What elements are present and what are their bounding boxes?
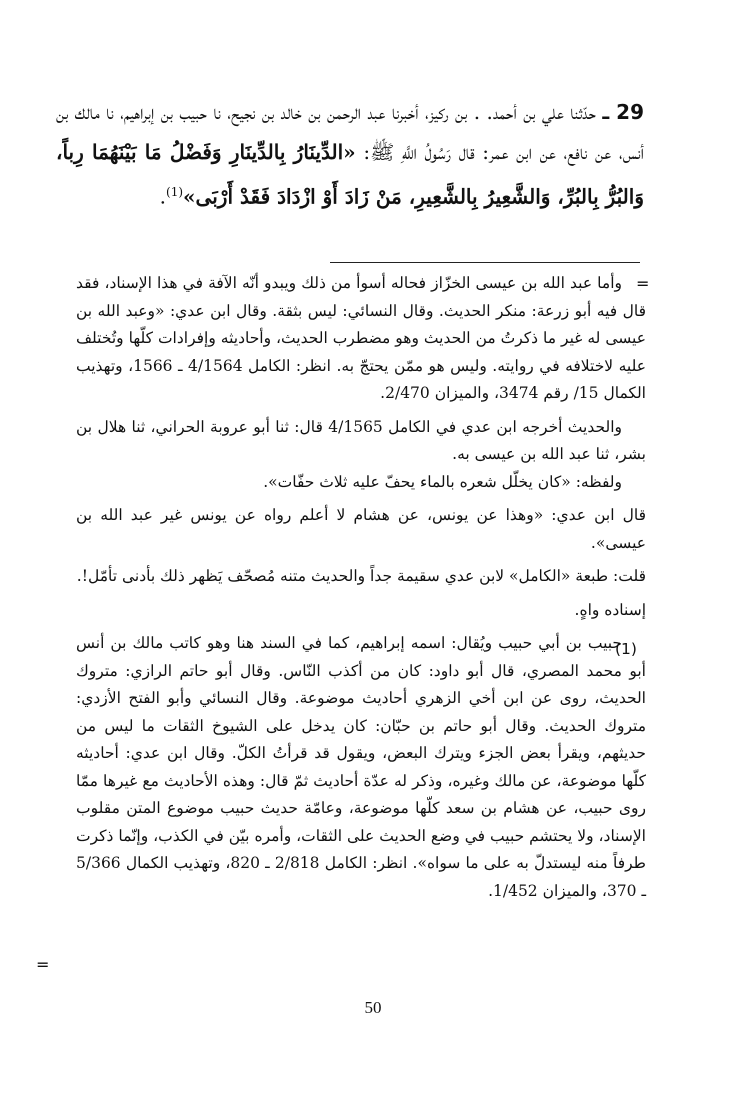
- footnote-separator: [330, 262, 640, 263]
- footnote-body: حبيب بن أبي حبيب ويُقال: اسمه إبراهيم، كما في السند هنا وهو كاتب مالك بن أنس أبو محمد المصري، قال أبو داود: كان من أكذب النّاس. وقال أبو حاتم الرازي: متروك الحديث، روى عن ابن أخي الزهري أحاديث موضوعة. وقال النسائي وأبو الفتح الأزدي: متروك الحديث. وقال أبو حاتم بن حبّان: كان يدخل على الشيوخ الثقات ما ليس من حديثهم، ويقرأ بعض الجزء ويترك البعض، ويقول قد قرأتُ الكلّ. وقال ابن عدي: أحاديثه كلّها موضوعة، عن مالك وغيره، وذكر له عدّة أحاديث ثمّ قال: وهذه الأحاديث مع غيرها ممّا روى حبيب، عن هشام بن سعد كلّها موضوعة، وعامّة حديث حبيب موضوع المتن مقلوب الإسناد، ولا يحتشم حبيب في وضع الحديث على الثقات، وأمره بيّن في الكذب، وإنّما ذكرت طرفاً منه ليستدلّ به على ما سواه». انظر: الكامل 2/818 ـ 820، وتهذيب الكمال 5/366 ـ 370، والميزان 1/452.: [76, 634, 646, 900]
- hadith-isnad: حدّثنا علي بن أحمد. . بن ركيز، أخبرنا عبد الرحمن بن خالد بن نجيح، نا حبيب بن إبراهيم، نا مالك بن أنس، عن نافع، عن ابن عمر: قال رَسُولُ اللَّهِ ﷺ:: [56, 100, 644, 164]
- continuation-mark-top: =: [636, 274, 650, 293]
- note-paragraph: قلت: طبعة «الكامل» لابن عدي سقيمة جداً والحديث متنه مُصحّف يَظهر ذلك بأدنى تأمّل!.: [76, 567, 646, 585]
- hadith-text: [56, 92, 644, 217]
- note-paragraph: ولفظه: «كان يخلّل شعره بالماء يحفّ عليه ثلاث حفّات».: [263, 472, 622, 491]
- footnote-reference: (1): [166, 185, 184, 199]
- footnote-label: (1): [615, 640, 637, 658]
- note-paragraph: والحديث أخرجه ابن عدي في الكامل 4/1565 قال: ثنا أبو عروبة الحراني، ثنا هلال بن بشر، ثنا عبد الله بن عيسى به.: [76, 417, 646, 463]
- footnote-first-line: إسناده واهٍ.: [574, 600, 646, 619]
- hadith-matn: «الدِّينَارُ بِالدِّينَارِ وَفَضْلُ مَا بَيْنَهُمَا رِباً، وَالبُرُّ بِالبُرِّ، وَالشَّعِيرُ بِالشَّعِيرِ، مَنْ زَادَ أَوْ ازْدَادَ فَقَدْ أَرْبَى»: [56, 140, 644, 209]
- hadith-number: 29 ـ: [602, 100, 645, 124]
- footnotes: [56, 270, 646, 905]
- note-paragraph: وأما عبد الله بن عيسى الخزّاز فحاله أسوأ من ذلك ويبدو أنّه الآفة في هذا الإسناد، فقد قال فيه أبو زرعة: منكر الحديث. وقال النسائي: ليس بثقة. وقال ابن عدي: «وعبد الله بن عيسى له غير ما ذكرتُ من الحديث وهو مضطرب الحديث، وأحاديثه وإفرادات كلّها وتُختلف عليه لاختلافه في روايته. وليس هو ممّن يحتجّ به. انظر: الكامل 4/1564 ـ 1566، وتهذيب الكمال 15/ رقم 3474، والميزان 2/470.: [76, 274, 646, 402]
- hadith-end-mark: .: [159, 184, 167, 209]
- note-paragraph: قال ابن عدي: «وهذا عن يونس، عن هشام لا أعلم رواه عن يونس غير عبد الله بن عيسى».: [76, 506, 646, 552]
- page-number: 50: [364, 998, 382, 1017]
- continuation-mark-bottom: =: [36, 955, 50, 974]
